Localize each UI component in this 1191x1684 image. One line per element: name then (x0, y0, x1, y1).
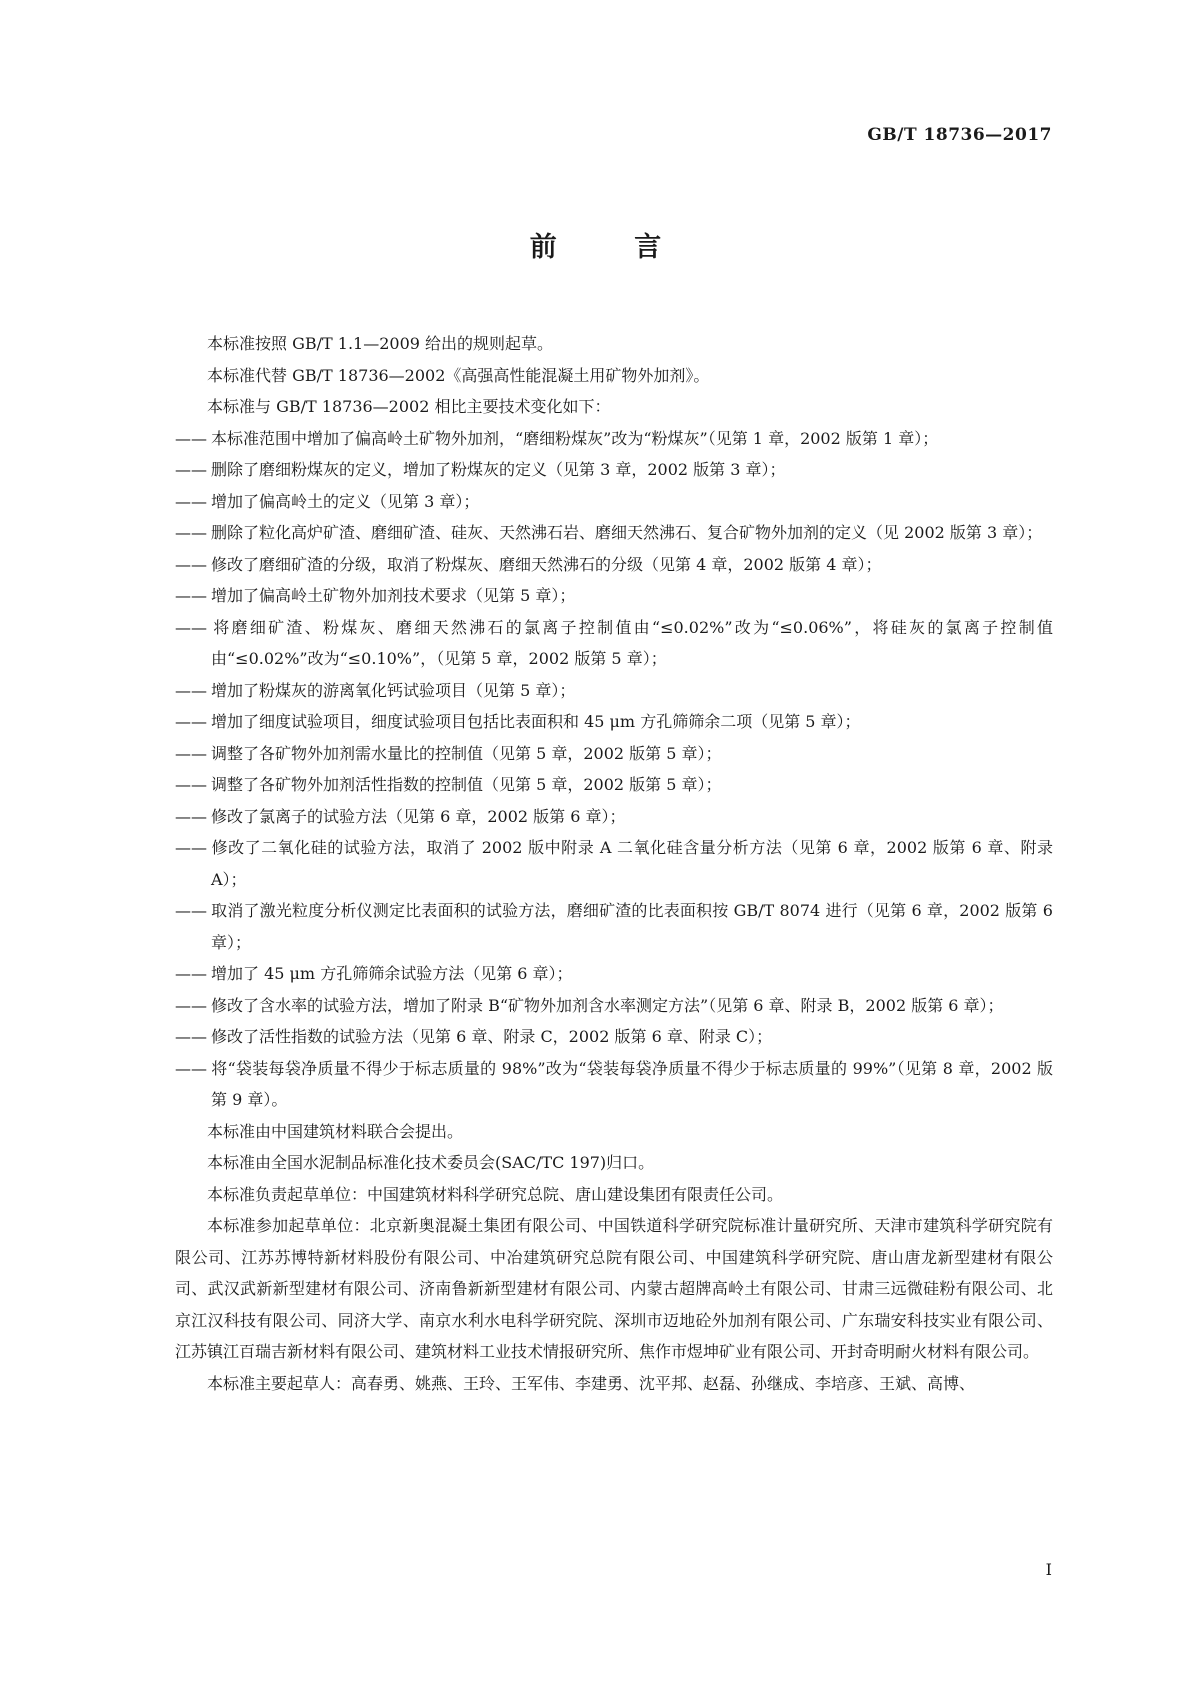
change-item: —— 调整了各矿物外加剂活性指数的控制值（见第 5 章，2002 版第 5 章）； (175, 769, 1053, 801)
dash-marker: —— (175, 617, 207, 637)
change-item: —— 增加了细度试验项目，细度试验项目包括比表面积和 45 μm 方孔筛筛余二项（见第 5 章）； (175, 706, 1053, 738)
change-item: —— 修改了二氧化硅的试验方法，取消了 2002 版中附录 A 二氧化硅含量分析方法（见第 6 章，2002 版第 6 章、附录 A）； (175, 832, 1053, 895)
change-item: —— 修改了氯离子的试验方法（见第 6 章，2002 版第 6 章）； (175, 801, 1053, 833)
dash-marker: —— (175, 743, 207, 763)
change-item: —— 将“袋装每袋净质量不得少于标志质量的 98%”改为“袋装每袋净质量不得少于标志质量的 99%”（见第 8 章，2002 版第 9 章）。 (175, 1053, 1053, 1116)
document-body (175, 328, 1053, 1399)
dash-marker: —— (175, 460, 207, 479)
paragraph: 本标准与 GB/T 18736—2002 相比主要技术变化如下： (207, 397, 611, 416)
paragraph: 本标准由全国水泥制品标准化技术委员会(SAC/TC 197)归口。 (207, 1153, 655, 1172)
dash-marker: —— (175, 806, 207, 826)
paragraph: 本标准代替 GB/T 18736—2002《高强高性能混凝土用矿物外加剂》。 (207, 365, 710, 385)
dash-marker: —— (175, 523, 207, 542)
change-item: —— 增加了 45 μm 方孔筛筛余试验方法（见第 6 章）； (175, 958, 1053, 990)
dash-marker: —— (175, 428, 207, 448)
change-item: —— 增加了偏高岭土矿物外加剂技术要求（见第 5 章）； (175, 580, 1053, 612)
dash-marker: —— (175, 554, 207, 574)
page-number: I (1045, 1560, 1052, 1579)
change-item: —— 将磨细矿渣、粉煤灰、磨细天然沸石的氯离子控制值由“≤0.02%”改为“≤0.06%”，将硅灰的氯离子控制值由“≤0.02%”改为“≤0.10%”，（见第 5 章，2002 版第 5 章）； (175, 612, 1053, 675)
paragraph: 本标准由中国建筑材料联合会提出。 (207, 1121, 464, 1141)
change-item: —— 取消了激光粒度分析仪测定比表面积的试验方法，磨细矿渣的比表面积按 GB/T 8074 进行（见第 6 章，2002 版第 6 章）； (175, 895, 1053, 958)
dash-marker: —— (175, 586, 207, 605)
dash-marker: —— (175, 995, 207, 1015)
dash-marker: —— (175, 712, 207, 731)
change-item: —— 增加了粉煤灰的游离氧化钙试验项目（见第 5 章）； (175, 675, 1053, 707)
paragraph: 本标准按照 GB/T 1.1—2009 给出的规则起草。 (207, 334, 554, 353)
change-item: —— 本标准范围中增加了偏高岭土矿物外加剂，“磨细粉煤灰”改为“粉煤灰”（见第 1 章，2002 版第 1 章）； (175, 423, 1053, 455)
change-item: —— 修改了含水率的试验方法，增加了附录 B“矿物外加剂含水率测定方法”（见第 6 章、附录 B，2002 版第 6 章）； (175, 990, 1053, 1022)
change-item: —— 增加了偏高岭土的定义（见第 3 章）； (175, 486, 1053, 518)
standard-code: GB/T 18736—2017 (867, 125, 1052, 145)
dash-marker: —— (175, 964, 207, 983)
dash-marker: —— (175, 491, 207, 511)
paragraph: 本标准主要起草人：高春勇、姚燕、王玲、王军伟、李建勇、沈平邦、赵磊、孙继成、李培彦、王斌、高博、 (207, 1373, 976, 1393)
dash-marker: —— (175, 680, 207, 700)
paragraph: 本标准负责起草单位：中国建筑材料科学研究总院、唐山建设集团有限责任公司。 (207, 1184, 784, 1204)
change-item: —— 修改了活性指数的试验方法（见第 6 章、附录 C，2002 版第 6 章、附录 C）； (175, 1021, 1053, 1053)
change-item: —— 删除了粒化高炉矿渣、磨细矿渣、硅灰、天然沸石岩、磨细天然沸石、复合矿物外加剂的定义（见 2002 版第 3 章）； (175, 517, 1053, 549)
dash-marker: —— (175, 901, 207, 920)
page-title: 前 言 (529, 232, 696, 263)
change-item: —— 修改了磨细矿渣的分级，取消了粉煤灰、磨细天然沸石的分级（见第 4 章，2002 版第 4 章）； (175, 549, 1053, 581)
change-item: —— 调整了各矿物外加剂需水量比的控制值（见第 5 章，2002 版第 5 章）； (175, 738, 1053, 770)
dash-marker: —— (175, 1027, 207, 1046)
paragraph: 本标准参加起草单位：北京新奥混凝土集团有限公司、中国铁道科学研究院标准计量研究所、天津市建筑科学研究院有限公司、江苏苏博特新材料股份有限公司、中冶建筑研究总院有限公司、中国建筑科学研究院、唐山唐龙新型建材有限公司、武汉武新新型建材有限公司、济南鲁新新型建材有限公司、内蒙古超牌高岭土有限公司、甘肃三远微硅粉有限公司、北京江汉科技有限公司、同济大学、南京水利水电科学研究院、深圳市迈地砼外加剂有限公司、广东瑞安科技实业有限公司、江苏镇江百瑞吉新材料有限公司、建筑材料工业技术情报研究所、焦作市煜坤矿业有限公司、开封奇明耐火材料有限公司。 (175, 1216, 1053, 1361)
dash-marker: —— (175, 838, 207, 857)
dash-marker: —— (175, 775, 207, 794)
dash-marker: —— (175, 1058, 207, 1078)
change-item: —— 删除了磨细粉煤灰的定义，增加了粉煤灰的定义（见第 3 章，2002 版第 3 章）； (175, 454, 1053, 486)
